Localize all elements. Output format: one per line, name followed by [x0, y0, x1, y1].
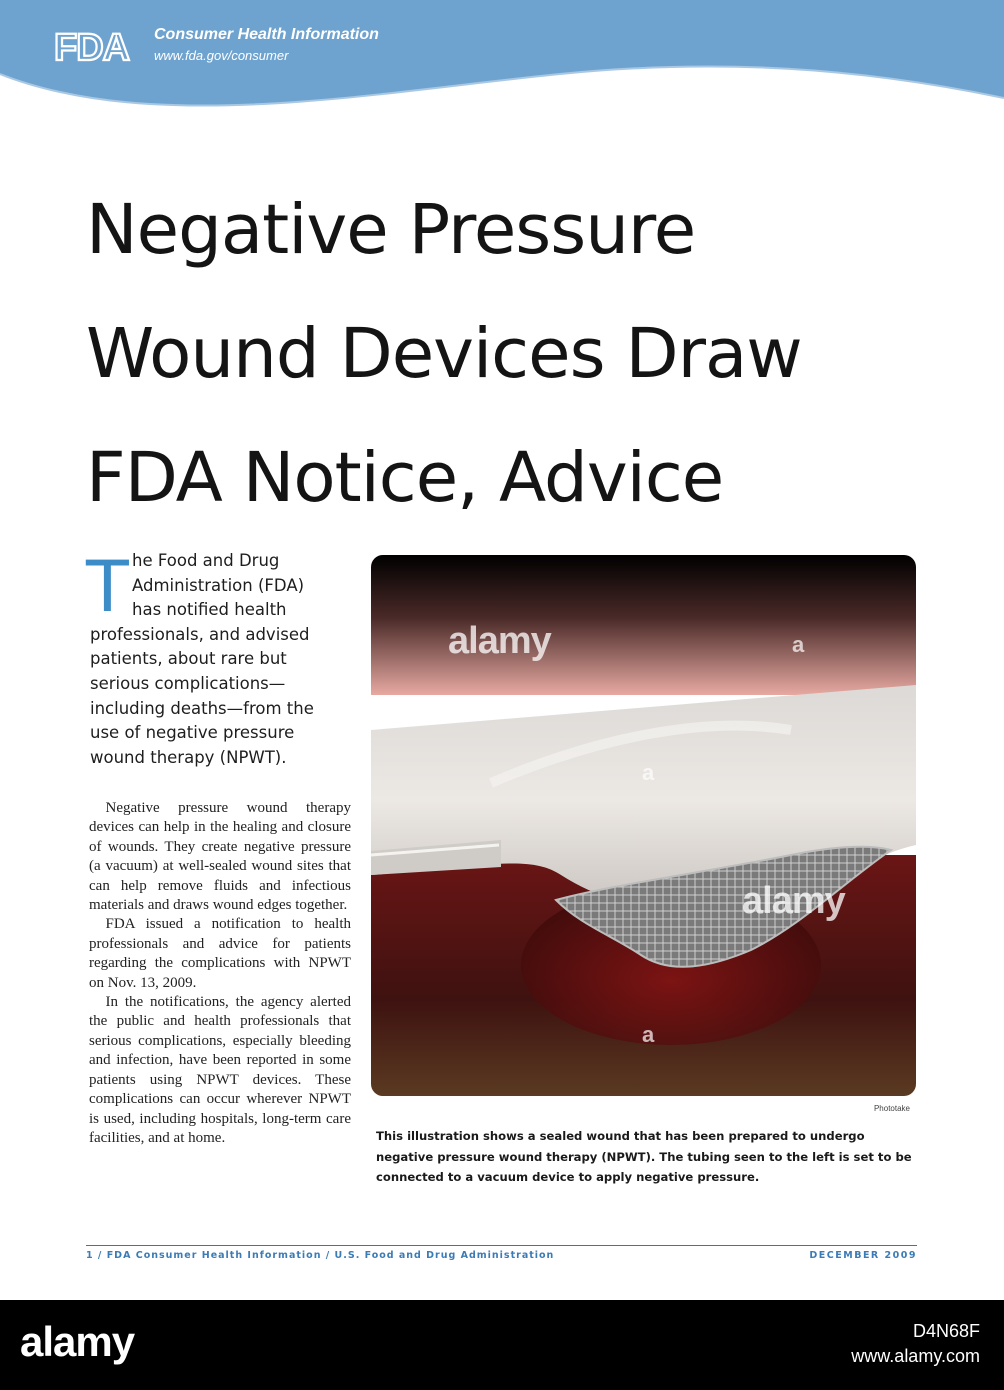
header-title: Consumer Health Information [154, 26, 379, 43]
watermark-mark: a [642, 760, 655, 785]
lead-line: including deaths—from the [90, 698, 314, 718]
body-paragraph: Negative pressure wound therapy devices can help in the healing and closure of wounds. They create negative pressure (a vacuum) at well-sealed wound sites that can help remove fluids and infectious materials and draws wound edges together. [89, 800, 351, 914]
lead-line: serious complications— [90, 673, 286, 693]
stock-image-id: D4N68F [912, 1321, 980, 1341]
lead-line: professionals, and advised [90, 624, 310, 644]
title-line: FDA Notice, Advice [86, 438, 724, 518]
stock-site[interactable]: www.alamy.com [851, 1346, 980, 1366]
watermark-logo: alamy [448, 620, 551, 662]
article-title [86, 168, 966, 540]
title-line: Negative Pressure [86, 190, 696, 270]
lead-paragraph [90, 549, 340, 770]
fda-logo [54, 28, 144, 66]
watermark-mark: a [792, 632, 805, 657]
body-paragraph: FDA issued a notification to health professionals and advice for patients regarding the complications with NPWT on Nov. 13, 2009. [89, 916, 351, 991]
stock-logo: alamy [20, 1318, 135, 1365]
lead-line: wound therapy (NPWT). [90, 747, 287, 767]
watermark-mark: a [642, 1022, 655, 1047]
header-url[interactable]: www.fda.gov/consumer [154, 48, 289, 63]
lead-line: has notified health [132, 600, 287, 620]
lead-line: use of negative pressure [90, 723, 295, 743]
footer-date: DECEMBER 2009 [809, 1250, 917, 1261]
caption-line: connected to a vacuum device to apply negative pressure. [376, 1170, 760, 1184]
title-line: Wound Devices Draw [86, 314, 802, 394]
caption-line: negative pressure wound therapy (NPWT). The tubing seen to the left is set to be [376, 1149, 912, 1164]
lead-line: patients, about rare but [90, 649, 287, 669]
body-text [89, 799, 351, 1148]
lead-line: Administration (FDA) [132, 575, 305, 595]
watermark-logo: alamy [742, 880, 845, 922]
figure-caption [376, 1126, 921, 1188]
footer-publication: 1 / FDA Consumer Health Information / U.S. Food and Drug Administration [86, 1250, 555, 1261]
footer-rule [86, 1245, 917, 1246]
drop-cap: T [86, 546, 129, 628]
header-band [0, 0, 1004, 115]
svg-text:FDA: FDA [54, 28, 130, 66]
stock-bar [0, 1300, 1004, 1390]
photo-credit: Phototake [873, 1104, 910, 1113]
lead-line: he Food and Drug [132, 551, 280, 570]
caption-line: This illustration shows a sealed wound that has been prepared to undergo [376, 1129, 865, 1143]
body-paragraph: In the notifications, the agency alerted the public and health professionals that serious complications, especially bleeding and infection, have been reported in some patients using NPWT devices. These complications can occur wherever NPWT is used, including hospitals, long-term care facilities, and at home. [89, 994, 351, 1146]
